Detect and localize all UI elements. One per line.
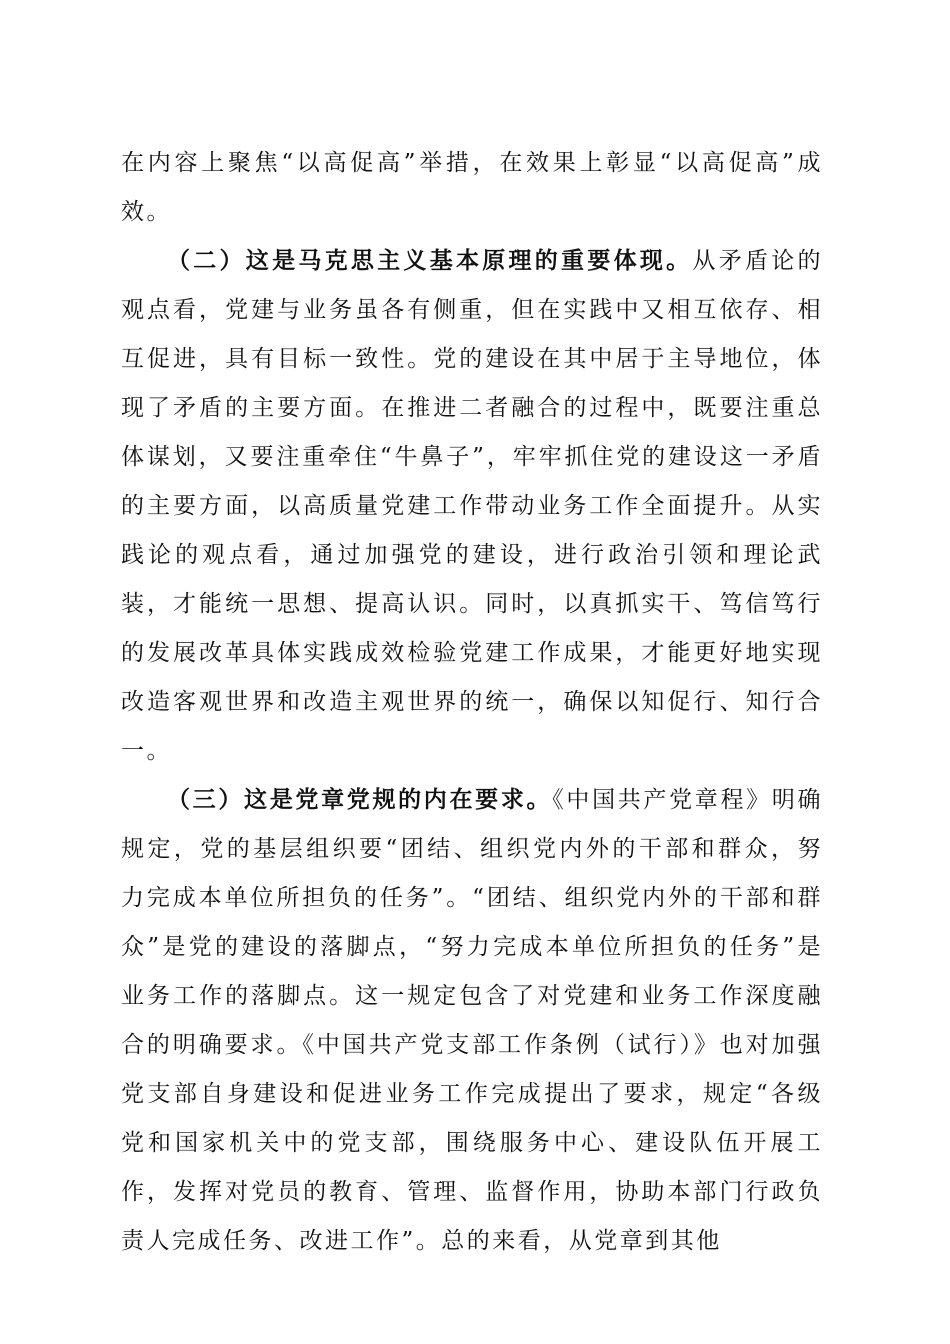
paragraph-text: 《中国共产党章程》明确规定，党的基层组织要“团结、组织党内外的干部和群众，努力完成本单位所担负的任务”。“团结、组织党内外的干部和群众”是党的建设的落脚点，“努力完成本单位所担负的任务”是业务工作的落脚点。这一规定包含了对党建和业务工作深度融合的明确要求。《中国共产党支部工作条例（试行）》也对加强党支部自身建设和促进业务工作完成提出了要求，规定“各级党和国家机关中的党支部，围绕服务中心、建设队伍开展工作，发挥对党员的教育、管理、监督作用，协助本部门行政负责人完成任务、改进工作”。总的来看，从党章到其他 [121,787,824,1254]
section-heading: （三）这是党章党规的内在要求。 [167,787,553,813]
document-body [121,139,823,1266]
paragraph-continuation [121,139,823,237]
section-heading: （二）这是马克思主义基本原理的重要体现。 [167,248,693,274]
paragraph-section-two [121,237,823,776]
paragraph-text: 从矛盾论的观点看，党建与业务虽各有侧重，但在实践中又相互依存、相互促进，具有目标一致性。党的建设在其中居于主导地位，体现了矛盾的主要方面。在推进二者融合的过程中，既要注重总体谋划，又要注重牵住“牛鼻子”，牢牢抓住党的建设这一矛盾的主要方面，以高质量党建工作带动业务工作全面提升。从实践论的观点看，通过加强党的建设，进行政治引领和理论武装，才能统一思想、提高认识。同时，以真抓实干、笃信笃行的发展改革具体实践成效检验党建工作成果，才能更好地实现改造客观世界和改造主观世界的统一，确保以知促行、知行合一。 [121,248,824,764]
paragraph-text: 在内容上聚焦“以高促高”举措，在效果上彰显“以高促高”成效。 [121,150,823,225]
paragraph-section-three [121,776,823,1266]
